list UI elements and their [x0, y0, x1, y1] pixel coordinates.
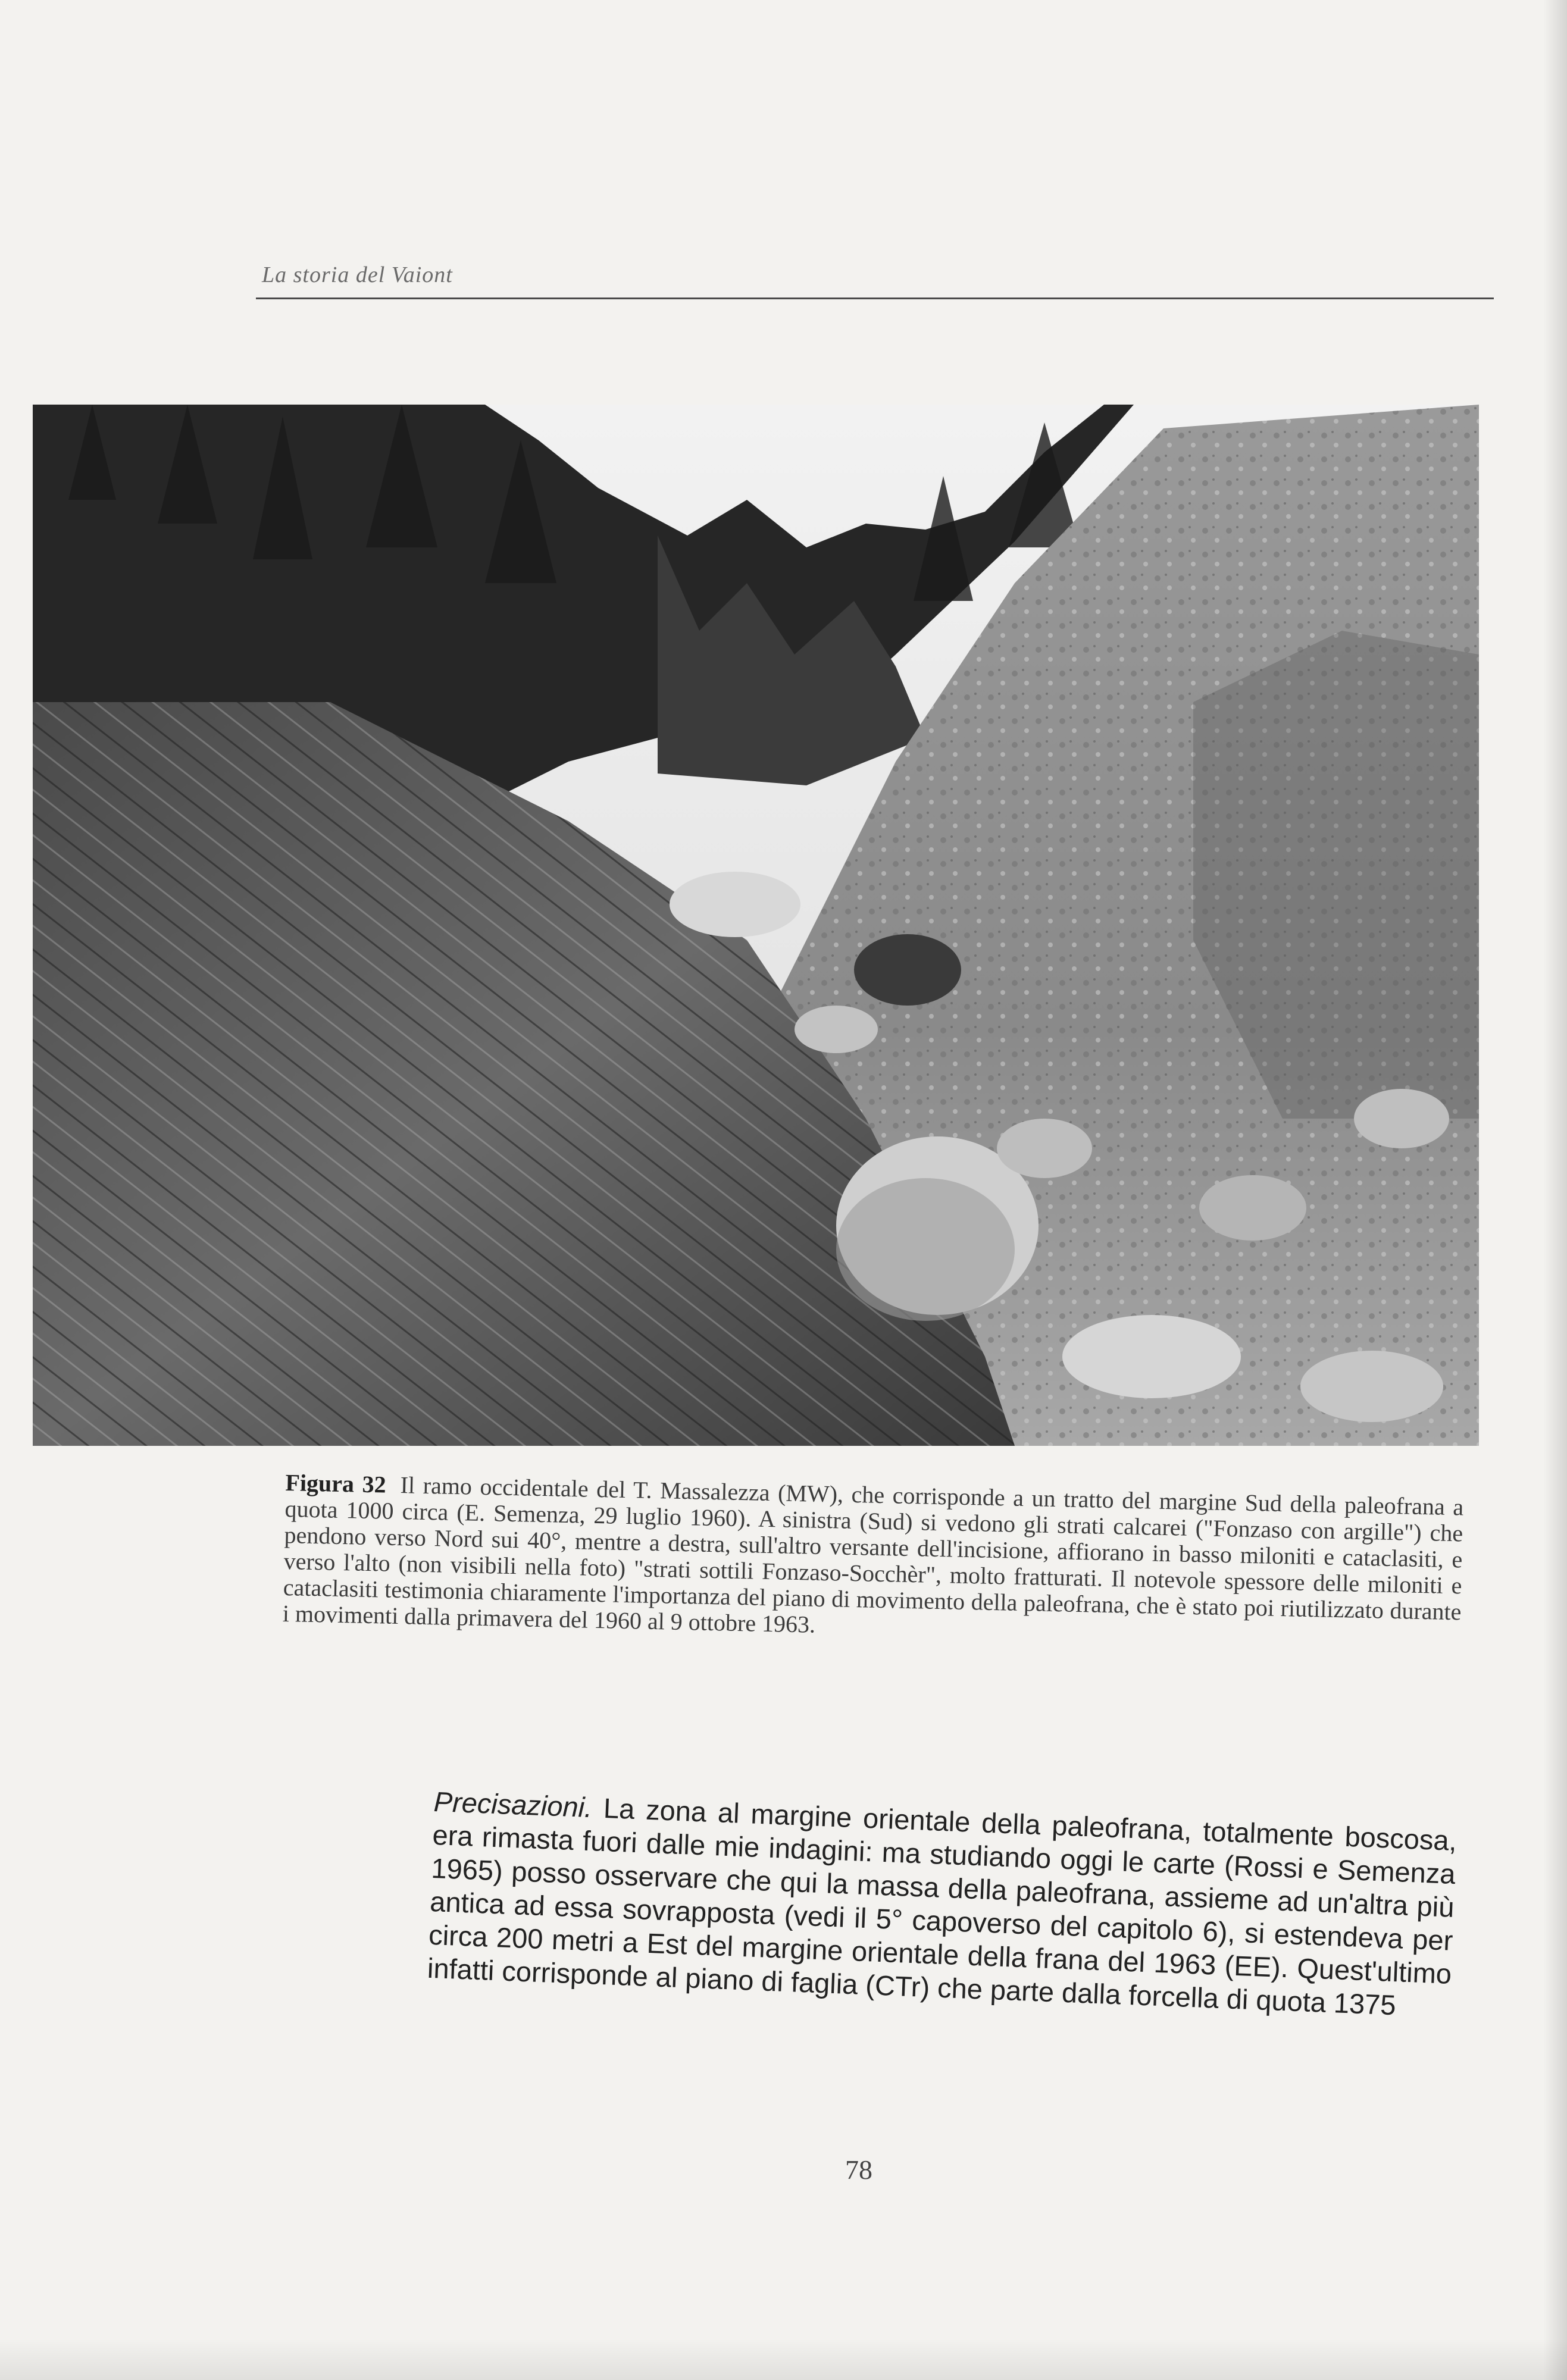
figure-caption-text: Il ramo occidentale del T. Massalezza (MW), che corrisponde a un tratto del margine Sud della paleofrana a quota 1000 circa (E. Semenza, 29 luglio 1960). A sinistra (Sud) si vedono gli strati calcarei ("Fonzaso con argille") che pendono verso Nord sui 40°, mentre a destra, sull'altro versante dell'incisione, affiorano in basso miloniti e cataclasiti, e verso l'alto (non visibili nella foto) "strati sottili Fonzaso-Socchèr", molto fratturati. Il notevole spessore delle miloniti e cataclasiti testimonia chiaramente l'importanza del piano di movimento della paleofrana, che è stato poi riutilizzato durante i movimenti dalla primavera del 1960 al 9 ottobre 1963. [282, 1471, 1464, 1638]
running-head: La storia del Vaiont [262, 262, 453, 287]
page-edge-shadow [1543, 0, 1567, 2380]
figure-caption [282, 1470, 1463, 1651]
header-rule [256, 298, 1494, 299]
page-number: 78 [845, 2154, 872, 2185]
figure-photo [33, 405, 1479, 1446]
paragraph-text: La zona al margine orientale della paleofrana, totalmente boscosa, era rimasta fuori dalle mie indagini: ma studiando oggi le carte (Rossi e Semenza 1965) posso osservare che qui la massa della paleofrana, assieme ad un'altra più antica ad essa sovrapposta (vedi il 5° capoverso del capitolo 6), si estendeva per circa 200 metri a Est del margine orientale della frana del 1963 (EE). Quest'ultimo infatti corrisponde al piano di faglia (CTr) che parte dalla forcella di quota 1375 [427, 1792, 1457, 2021]
paragraph-lead: Precisazioni. [433, 1785, 593, 1824]
body-paragraph [427, 1785, 1457, 2024]
page-bottom-shadow [0, 2338, 1567, 2380]
figure-label: Figura 32 [285, 1469, 387, 1498]
